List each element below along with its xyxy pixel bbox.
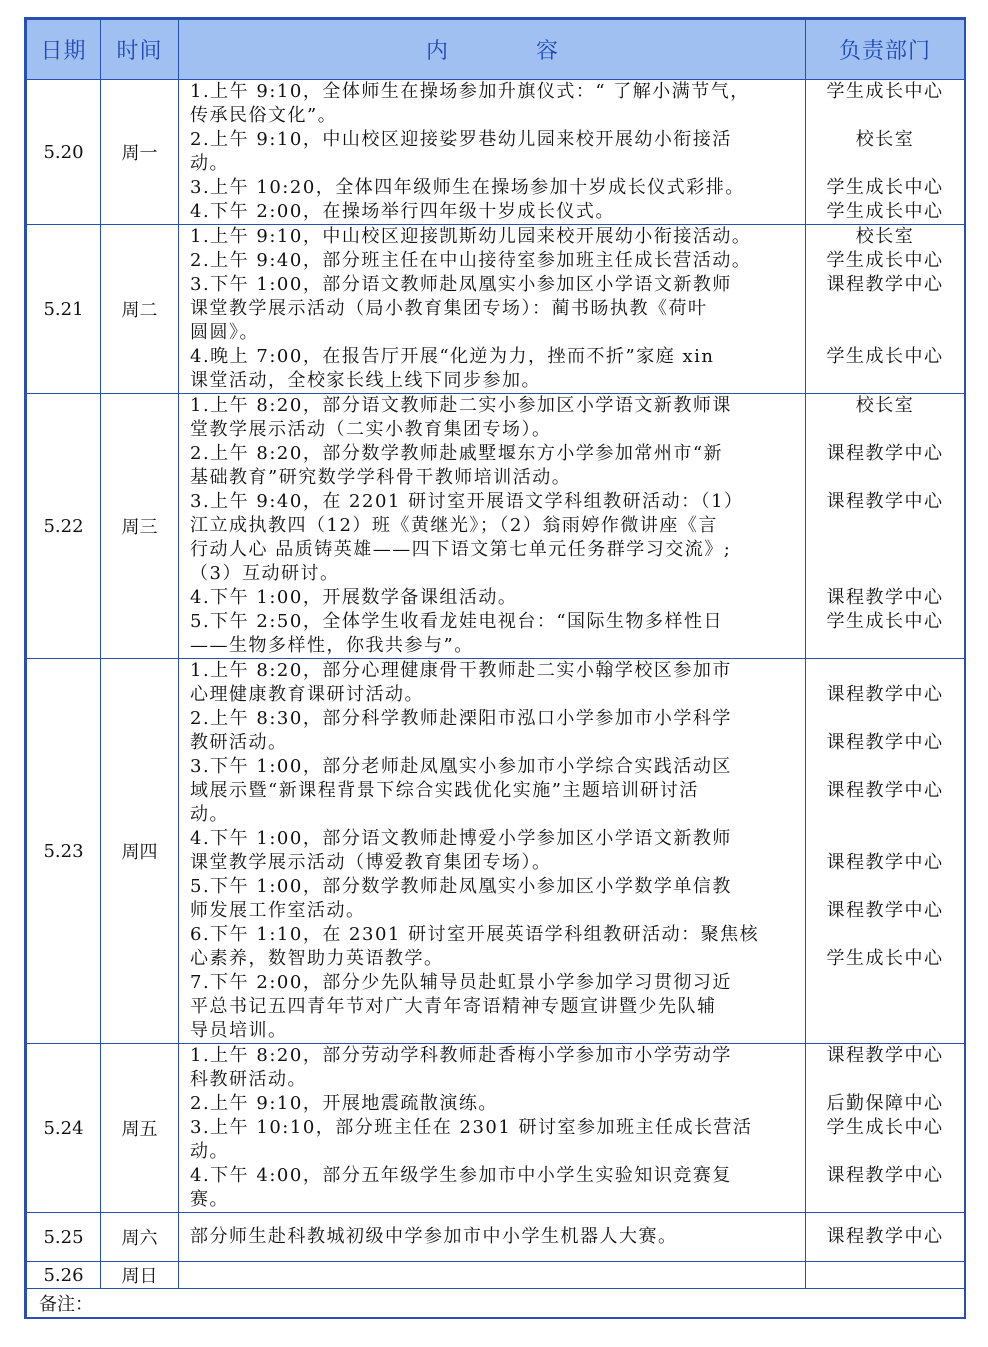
row-department xyxy=(806,659,965,1044)
department-line: 校长室 xyxy=(855,129,915,150)
row-date: 5.26 xyxy=(27,1262,101,1289)
table-row xyxy=(27,659,965,1044)
department-line: 学生成长中心 xyxy=(826,1117,944,1138)
content-line: 4.晚上 7:00，在报告厅开展“化逆为力，挫而不折”家庭 xin xyxy=(190,346,715,367)
row-content xyxy=(179,1262,806,1289)
header-date: 日期 xyxy=(27,20,101,80)
header-content xyxy=(179,20,806,80)
department-line: 校长室 xyxy=(855,226,915,247)
table-row xyxy=(27,80,965,225)
content-line: 赛。 xyxy=(190,1189,229,1210)
header-content-char-2: 容 xyxy=(536,39,559,64)
row-weekday: 周三 xyxy=(101,394,179,659)
content-line: 心素养，数智助力英语教学。 xyxy=(190,948,444,969)
header-dept: 负责部门 xyxy=(806,20,965,80)
content-line: 动。 xyxy=(190,804,229,825)
department-line: 课程教学中心 xyxy=(826,587,944,608)
row-date: 5.20 xyxy=(27,80,101,225)
content-line: 堂教学展示活动（二实小教育集团专场）。 xyxy=(190,419,552,440)
department-line: 课程教学中心 xyxy=(826,732,944,753)
row-department xyxy=(806,394,965,659)
department-line: 课程教学中心 xyxy=(826,491,944,512)
note-label: 备注： xyxy=(27,1289,965,1318)
department-line xyxy=(806,369,964,393)
content-line: 2.上午 9:10，中山校区迎接娑罗巷幼儿园来校开展幼小衔接活 xyxy=(190,129,732,150)
row-weekday: 周二 xyxy=(101,225,179,394)
department-line xyxy=(806,1188,964,1212)
content-line: 2.上午 8:30，部分科学教师赴溧阳市泓口小学参加市小学科学 xyxy=(190,708,732,729)
content-line: 3.下午 1:00，部分语文教师赴凤凰实小参加区小学语文新教师 xyxy=(190,274,732,295)
department-line: 学生成长中心 xyxy=(826,250,944,271)
content-line: （3）互动研讨。 xyxy=(190,563,340,584)
content-line: 1.上午 9:10，中山校区迎接凯斯幼儿园来校开展幼小衔接活动。 xyxy=(190,226,752,247)
row-weekday: 周六 xyxy=(101,1213,179,1262)
row-content xyxy=(179,1213,806,1262)
content-line: 动。 xyxy=(190,153,229,174)
row-date: 5.24 xyxy=(27,1044,101,1213)
content-line: 1.上午 8:20，部分劳动学科教师赴香梅小学参加市小学劳动学 xyxy=(190,1045,732,1066)
department-line xyxy=(806,514,964,538)
row-content xyxy=(179,225,806,394)
department-line xyxy=(806,538,964,562)
department-line: 后勤保障中心 xyxy=(826,1093,944,1114)
content-line: 教研活动。 xyxy=(190,732,288,753)
department-line: 学生成长中心 xyxy=(826,81,944,102)
row-department xyxy=(806,1044,965,1213)
row-department xyxy=(806,80,965,225)
row-content xyxy=(179,1044,806,1213)
department-line xyxy=(806,1019,964,1043)
row-weekday: 周一 xyxy=(101,80,179,225)
content-line: 3.上午 9:40，在 2201 研讨室开展语文学科组教研活动：（1） xyxy=(190,491,744,512)
row-department xyxy=(806,1213,965,1262)
content-line: 2.上午 9:40，部分班主任在中山接待室参加班主任成长营活动。 xyxy=(190,250,752,271)
department-line xyxy=(806,562,964,586)
row-date: 5.23 xyxy=(27,659,101,1044)
department-line: 课程教学中心 xyxy=(826,274,944,295)
header-time: 时间 xyxy=(101,20,179,80)
content-line: 导员培训。 xyxy=(190,1020,288,1041)
table-row xyxy=(27,225,965,394)
content-line: 部分师生赴科教城初级中学参加市中小学生机器人大赛。 xyxy=(190,1226,678,1247)
table-row xyxy=(27,1213,965,1262)
row-department xyxy=(806,1262,965,1289)
row-content xyxy=(179,394,806,659)
content-line: 4.下午 1:00，部分语文教师赴博爱小学参加区小学语文新教师 xyxy=(190,828,732,849)
department-line xyxy=(806,659,964,683)
department-line xyxy=(806,104,964,128)
department-line: 学生成长中心 xyxy=(826,611,944,632)
content-line: 科教研活动。 xyxy=(190,1069,307,1090)
note-row xyxy=(27,1289,965,1318)
row-content xyxy=(179,80,806,225)
content-line: 4.下午 4:00，部分五年级学生参加市中小学生实验知识竞赛复 xyxy=(190,1165,732,1186)
content-line: 师发展工作室活动。 xyxy=(190,900,366,921)
content-line: 1.上午 8:20，部分语文教师赴二实小参加区小学语文新教师课 xyxy=(190,395,732,416)
department-line: 课程教学中心 xyxy=(826,1226,944,1247)
department-line xyxy=(806,971,964,995)
content-line: 3.下午 1:00，部分老师赴凤凰实小参加市小学综合实践活动区 xyxy=(190,756,732,777)
content-line: 1.上午 8:20，部分心理健康骨干教师赴二实小翰学校区参加市 xyxy=(190,660,732,681)
department-line xyxy=(806,1140,964,1164)
department-line: 课程教学中心 xyxy=(826,1165,944,1186)
department-line: 课程教学中心 xyxy=(826,852,944,873)
content-line: 域展示暨“新课程背景下综合实践优化实施”主题培训研讨活 xyxy=(190,780,699,801)
content-line: 5.下午 1:00，部分数学教师赴凤凰实小参加区小学数学单信教 xyxy=(190,876,732,897)
department-line: 校长室 xyxy=(855,395,915,416)
department-line xyxy=(806,755,964,779)
department-line: 学生成长中心 xyxy=(826,177,944,198)
content-line: 2.上午 9:10，开展地震疏散演练。 xyxy=(190,1093,498,1114)
row-department xyxy=(806,225,965,394)
department-line xyxy=(806,1068,964,1092)
content-line: ——生物多样性，你我共参与”。 xyxy=(190,635,474,656)
table-row xyxy=(27,1044,965,1213)
content-line: 动。 xyxy=(190,1141,229,1162)
row-content xyxy=(179,659,806,1044)
row-date: 5.25 xyxy=(27,1213,101,1262)
department-line xyxy=(806,707,964,731)
content-line: 4.下午 2:00，在操场举行四年级十岁成长仪式。 xyxy=(190,201,615,222)
content-line: 江立成执教四（12）班《黄继光》；（2）翁雨婷作微讲座《言 xyxy=(190,515,718,536)
content-line: 2.上午 8:20，部分数学教师赴戚墅堰东方小学参加常州市“新 xyxy=(190,443,724,464)
department-line xyxy=(806,875,964,899)
table-row xyxy=(27,394,965,659)
department-line xyxy=(806,803,964,827)
content-line: 课堂教学展示活动（博爱教育集团专场）。 xyxy=(190,852,552,873)
department-line: 课程教学中心 xyxy=(826,1045,944,1066)
content-line: 课堂教学展示活动（局小教育集团专场）：蔺书旸执教《荷叶 xyxy=(190,298,708,319)
content-line: 6.下午 1:10，在 2301 研讨室开展英语学科组教研活动：聚焦核 xyxy=(190,924,760,945)
row-date: 5.21 xyxy=(27,225,101,394)
department-line xyxy=(806,634,964,658)
row-weekday: 周四 xyxy=(101,659,179,1044)
content-line: 1.上午 9:10，全体师生在操场参加升旗仪式：“ 了解小满节气， xyxy=(190,81,750,102)
content-line: 课堂活动，全校家长线上线下同步参加。 xyxy=(190,370,541,391)
department-line: 学生成长中心 xyxy=(826,948,944,969)
department-line xyxy=(806,466,964,490)
content-line: 行动人心 品质铸英雄——四下语文第七单元任务群学习交流》; xyxy=(190,539,732,560)
department-line: 课程教学中心 xyxy=(826,443,944,464)
department-line: 课程教学中心 xyxy=(826,900,944,921)
department-line xyxy=(806,995,964,1019)
content-line: 7.下午 2:00，部分少先队辅导员赴虹景小学参加学习贯彻习近 xyxy=(190,972,732,993)
department-line xyxy=(806,923,964,947)
row-weekday: 周五 xyxy=(101,1044,179,1213)
content-line: 心理健康教育课研讨活动。 xyxy=(190,684,424,705)
department-line: 课程教学中心 xyxy=(826,780,944,801)
weekly-schedule-table xyxy=(26,19,965,1318)
content-line: 4.下午 1:00，开展数学备课组活动。 xyxy=(190,587,518,608)
content-line: 平总书记五四青年节对广大青年寄语精神专题宣讲暨少先队辅 xyxy=(190,996,717,1017)
department-line xyxy=(806,418,964,442)
header-content-char-1: 内 xyxy=(425,39,448,64)
department-line: 学生成长中心 xyxy=(826,201,944,222)
table-row xyxy=(27,1262,965,1289)
content-line: 基础教育”研究数学学科骨干教师培训活动。 xyxy=(190,467,572,488)
content-line: 传承民俗文化”。 xyxy=(190,105,338,126)
department-line xyxy=(806,297,964,321)
content-line: 5.下午 2:50，全体学生收看龙娃电视台：“国际生物多样性日 xyxy=(190,611,724,632)
department-line: 课程教学中心 xyxy=(826,684,944,705)
department-line xyxy=(806,321,964,345)
header-row xyxy=(27,20,965,80)
row-date: 5.22 xyxy=(27,394,101,659)
department-line xyxy=(806,827,964,851)
content-line: 圆圆》。 xyxy=(190,322,259,343)
row-weekday: 周日 xyxy=(101,1262,179,1289)
content-line: 3.上午 10:10，部分班主任在 2301 研讨室参加班主任成长营活 xyxy=(190,1117,753,1138)
content-line: 3.上午 10:20，全体四年级师生在操场参加十岁成长仪式彩排。 xyxy=(190,177,745,198)
department-line: 学生成长中心 xyxy=(826,346,944,367)
department-line xyxy=(806,152,964,176)
